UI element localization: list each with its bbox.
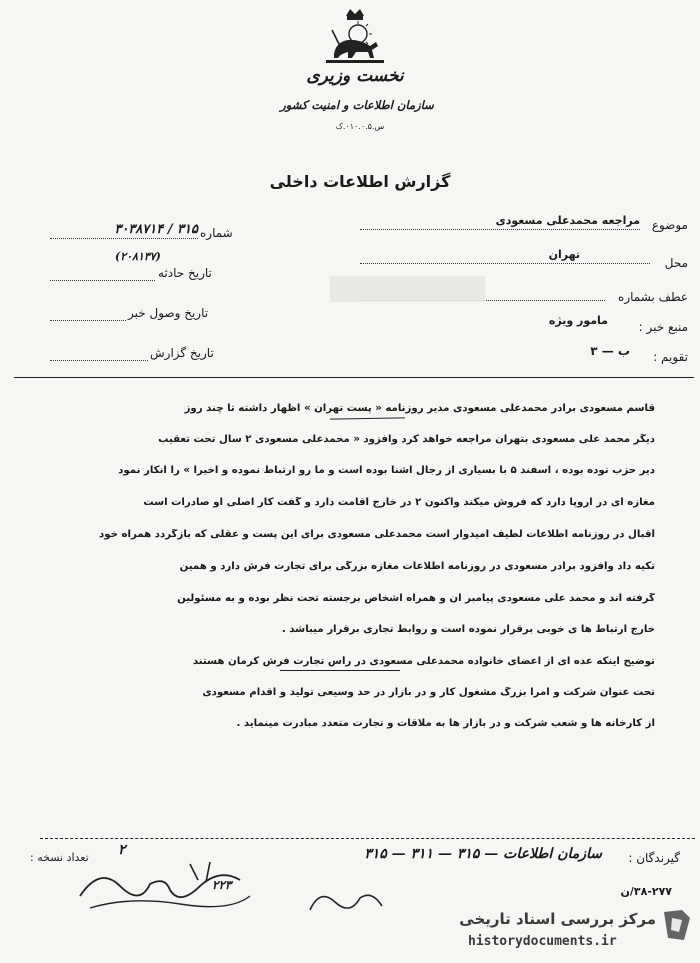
body-line-8: خارج ارتباط ها ی خوبی برقرار نموده است و روابط تجاری برقرار میباشد . (281, 624, 655, 635)
reference-number-label: عطف بشماره (618, 290, 688, 304)
rating-label: تقویم : (653, 350, 688, 364)
archive-logo-icon (662, 908, 692, 942)
number-label: شماره (200, 226, 233, 240)
incident-date-line (50, 278, 155, 281)
form-code: س.۰۱۰.۰.۵.ک (335, 122, 385, 131)
redaction-block (330, 276, 485, 302)
news-source-value: مامور ویژه (548, 314, 608, 327)
report-title: گزارش اطلاعات داخلی (269, 172, 451, 191)
archive-watermark-url: historydocuments.ir (468, 934, 617, 949)
number-subvalue: (۲۰۸۱۳۷) (115, 250, 161, 263)
recipients-label: گیرندگان : (628, 851, 680, 865)
number-value: ۳۱۵ / ۳۰۳۸۷۱۴ (50, 222, 198, 239)
body-line-3: دیر حزب توده بوده ، اسفند ۵ با بسیاری از رجال آشنا بوده است و ما رو ارتباط نموده و اخیراً » را انکار نمود (118, 465, 655, 476)
subject-value: مراجعه محمدعلی مسعودی (360, 214, 640, 230)
footer-divider (40, 838, 695, 839)
subject-label: موضوع (651, 218, 688, 232)
received-date-line (50, 318, 126, 321)
body-line-11: از کارخانه ها و شعب شرکت و در بازار ها به ملاقات و تجارت متعدد مبادرت مینماید . (236, 718, 655, 729)
body-line-9: توضیح اینکه عده ای از اعضای خانواده محمدعلی مسعودی در رأس تجارت فرش کرمان هستند (192, 656, 655, 667)
place-label: محل (664, 256, 688, 270)
lion-and-sun-emblem (326, 6, 384, 66)
copies-value: ۲ (118, 842, 126, 858)
body-line-5: اقبال در روزنامه اطلاعات لطیف امیدوار است محمدعلی مسعودی برای این پست و عقلی که بازگردد همراه خود (98, 529, 655, 540)
header-divider (14, 377, 694, 378)
body-line-2: دیگر محمد علی مسعودی بتهران مراجعه خواهد کرد وافزود « محمدعلی مسعودی ۲ سال تحت تعقیب (158, 434, 655, 445)
ministry-title: نخست وزیری (306, 66, 404, 86)
handwritten-underline-2 (280, 670, 400, 671)
handwritten-underline-1 (330, 417, 405, 419)
place-value: تهران (360, 248, 650, 264)
report-date-line (50, 358, 148, 361)
report-date-label: تاریخ گزارش (150, 346, 214, 360)
body-line-10: تحت عنوان شرکت و امرا بزرگ مشغول کار و در بازار در حد وسیعی تولید و اقدام مسعودی (202, 687, 655, 698)
archive-watermark-persian: مرکز بررسی اسناد تاریخی (459, 910, 656, 928)
initials-scribble (300, 880, 390, 920)
rating-value: ب — ۳ (590, 344, 630, 358)
received-date-label: تاریخ وصول خبر (128, 306, 209, 320)
recipients-value: سازمان اطلاعات — ۳۱۵ — ۳۱۱ — ۳۱۵ (364, 846, 602, 862)
body-line-4: مغازه ای در اروپا دارد که فروش میکند واکنون ۲ در خارج اقامت دارد و گفت کار اصلی او صادرات است (143, 497, 655, 508)
copies-label: تعداد نسخه : (30, 851, 89, 864)
body-line-1: قاسم مسعودی برادر محمدعلی مسعودی مدیر روزنامه « پست تهران » اظهار داشته تا چند روز (184, 403, 655, 414)
news-source-label: منبع خبر : (638, 320, 688, 334)
document-code: ۳۸-۲۷۷/ن (620, 885, 672, 898)
body-line-6: تکیه داد وافزود برادر مسعودی در روزنامه اطلاعات مغازه بزرگی برای تجارت فرش دارد و همین (179, 561, 655, 572)
handwritten-signature (70, 856, 260, 916)
incident-date-label: تاریخ حادثه (158, 266, 212, 280)
body-line-7: گرفته اند و محمد علی مسعودی پیامبر آن و همراه اشخاص برجسته تحت نظر بوده و به مسئولین (177, 593, 655, 604)
signature-note: ۲۲۳ (212, 878, 232, 892)
organization-name: سازمان اطلاعات و امنیت کشور (280, 98, 434, 112)
